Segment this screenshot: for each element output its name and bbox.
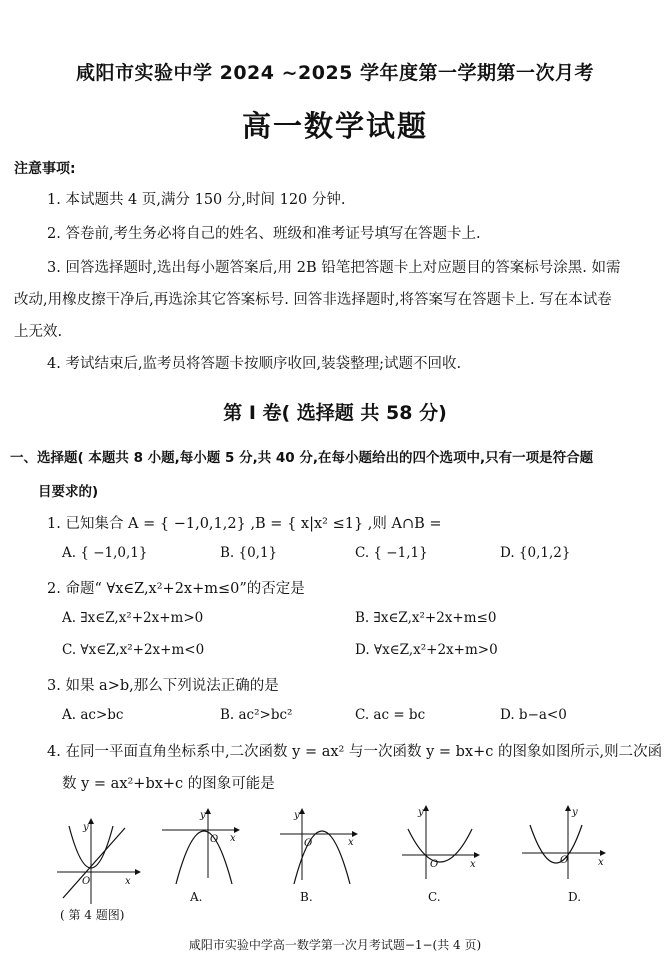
a-origin: O — [210, 834, 219, 845]
a-axis-y: y — [200, 810, 206, 821]
q4-reference-figure — [55, 818, 140, 908]
b-axis-x: x — [348, 837, 354, 848]
a-axis-x: x — [230, 833, 236, 844]
q4-stem-line-1: 4. 在同一平面直角坐标系中,二次函数 y = ax² 与一次函数 y = bx+c 的图象如图所示,则二次函 — [47, 744, 663, 760]
q1-option-a: A. { −1,0,1} — [62, 545, 148, 561]
q4-label-a: A. — [190, 890, 203, 904]
d-axis-y: y — [572, 807, 578, 818]
c-origin: O — [430, 859, 439, 870]
q4-stem-line-2: 数 y = ax²+bx+c 的图象可能是 — [62, 776, 275, 792]
q4-option-a-graph — [160, 806, 245, 886]
note-3-line-3: 上无效. — [14, 324, 63, 340]
q2-option-b: B. ∃x∈Z,x²+2x+m≤0 — [355, 610, 497, 626]
ref-origin: O — [82, 876, 91, 887]
ref-axis-y: y — [83, 822, 89, 833]
q1-stem: 1. 已知集合 A = { −1,0,1,2} ,B = { x|x² ≤1} ,则 A∩B = — [47, 516, 442, 532]
note-2: 2. 答卷前,考生务必将自己的姓名、班级和准考证号填写在答题卡上. — [47, 226, 481, 242]
d-origin: O — [560, 855, 569, 866]
q3-option-c: C. ac = bc — [355, 707, 426, 723]
note-3-line-2: 改动,用橡皮擦干净后,再选涂其它答案标号. 回答非选择题时,将答案写在答题卡上. 写在本试卷 — [14, 292, 612, 308]
q4-option-c-graph — [400, 803, 485, 883]
q2-option-c: C. ∀x∈Z,x²+2x+m<0 — [62, 642, 205, 658]
b-origin: O — [304, 838, 313, 849]
school-title: 咸阳市实验中学 2024 ~2025 学年度第一学期第一次月考 — [75, 62, 595, 84]
q4-option-b-graph — [278, 806, 363, 886]
q2-stem: 2. 命题“ ∀x∈Z,x²+2x+m≤0”的否定是 — [47, 581, 305, 597]
q2-option-a: A. ∃x∈Z,x²+2x+m>0 — [62, 610, 204, 626]
c-axis-x: x — [470, 859, 476, 870]
d-axis-x: x — [598, 857, 604, 868]
q3-stem: 3. 如果 a>b,那么下列说法正确的是 — [47, 678, 279, 694]
q3-option-d: D. b−a<0 — [500, 707, 567, 723]
note-1: 1. 本试题共 4 页,满分 150 分,时间 120 分钟. — [47, 192, 346, 208]
notes-heading: 注意事项: — [14, 161, 76, 177]
q4-label-c: C. — [428, 890, 441, 904]
section-title: 第 Ⅰ 卷( 选择题 共 58 分) — [223, 402, 447, 424]
q1-option-b: B. {0,1} — [220, 545, 278, 561]
page-footer: 咸阳市实验中学高一数学第一次月考试题−1−(共 4 页) — [188, 938, 482, 952]
note-3-line-1: 3. 回答选择题时,选出每小题答案后,用 2B 铅笔把答题卡上对应题目的答案标号涂黑. 如需 — [47, 260, 621, 276]
q4-label-b: B. — [300, 890, 313, 904]
q4-option-d-graph — [520, 803, 610, 883]
b-axis-y: y — [294, 810, 300, 821]
section-intro-line-2: 目要求的) — [38, 484, 99, 500]
q4-label-d: D. — [568, 890, 582, 904]
q3-option-b: B. ac²>bc² — [220, 707, 293, 723]
q3-option-a: A. ac>bc — [62, 707, 124, 723]
q1-option-d: D. {0,1,2} — [500, 545, 571, 561]
q1-option-c: C. { −1,1} — [355, 545, 428, 561]
c-axis-y: y — [418, 807, 424, 818]
q4-figure-caption: ( 第 4 题图) — [60, 908, 125, 922]
section-intro-line-1: 一、选择题( 本题共 8 小题,每小题 5 分,共 40 分,在每小题给出的四个选项中,只有一项是符合题 — [10, 450, 594, 466]
ref-axis-x: x — [125, 876, 131, 887]
note-4: 4. 考试结束后,监考员将答题卡按顺序收回,装袋整理;试题不回收. — [47, 356, 462, 372]
q2-option-d: D. ∀x∈Z,x²+2x+m>0 — [355, 642, 498, 658]
paper-title: 高一数学试题 — [241, 109, 428, 143]
